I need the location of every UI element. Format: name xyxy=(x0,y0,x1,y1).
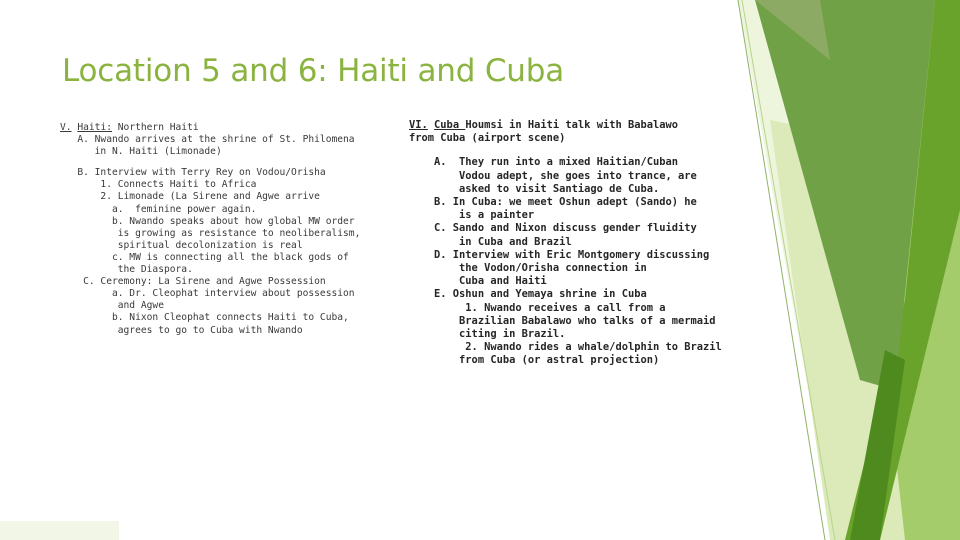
cuba-line: 2. Nwando rides a whale/dolphin to Brazil xyxy=(409,341,722,354)
cuba-line: 1. Nwando receives a call from a xyxy=(409,301,666,314)
haiti-line: C. Ceremony: La Sirene and Agwe Possession xyxy=(60,276,326,288)
haiti-line: b. Nixon Cleophat connects Haiti to Cuba, xyxy=(60,312,349,324)
haiti-line: a. feminine power again. xyxy=(60,203,257,215)
cuba-line: the Vodon/Orisha connection in xyxy=(409,262,647,275)
haiti-line: 2. Limonade (La Sirene and Agwe arrive xyxy=(60,191,320,203)
cuba-line: E. Oshun and Yemaya shrine in Cuba xyxy=(409,288,647,301)
cuba-line: in Cuba and Brazil xyxy=(409,235,572,248)
slide-title: Location 5 and 6: Haiti and Cuba xyxy=(62,53,565,89)
haiti-line: A. Nwando arrives at the shrine of St. Philomena xyxy=(60,134,355,146)
cuba-section xyxy=(409,119,749,368)
cuba-heading xyxy=(409,119,749,132)
cuba-line: D. Interview with Eric Montgomery discussing xyxy=(409,248,710,261)
haiti-line: and Agwe xyxy=(60,300,164,312)
cuba-line: B. In Cuba: we meet Oshun adept (Sando) he xyxy=(409,196,697,209)
haiti-line: b. Nwando speaks about how global MW order xyxy=(60,215,355,227)
cuba-heading-place: Cuba xyxy=(434,119,466,131)
cuba-line: A. They run into a mixed Haitian/Cuban xyxy=(409,156,678,169)
cuba-line: Brazilian Babalawo who talks of a mermaid xyxy=(409,314,716,327)
cuba-line: asked to visit Santiago de Cuba. xyxy=(409,182,660,195)
haiti-line: in N. Haiti (Limonade) xyxy=(60,146,222,158)
haiti-line: c. MW is connecting all the black gods of xyxy=(60,251,349,263)
cuba-line: Cuba and Haiti xyxy=(409,275,547,288)
haiti-heading-place: Haiti: xyxy=(77,122,112,133)
haiti-section xyxy=(60,122,390,337)
haiti-line: 1. Connects Haiti to Africa xyxy=(60,179,257,191)
haiti-line: the Diaspora. xyxy=(60,264,193,276)
haiti-heading-number: V. xyxy=(60,122,72,133)
cuba-line: is a painter xyxy=(409,209,535,222)
footer-decor-box xyxy=(0,521,119,540)
haiti-line: is growing as resistance to neoliberalism, xyxy=(60,227,361,239)
cuba-line: citing in Brazil. xyxy=(409,328,566,341)
cuba-heading-rest: Houmsi in Haiti talk with Babalawo xyxy=(465,119,679,131)
haiti-line: a. Dr. Cleophat interview about possession xyxy=(60,288,355,300)
cuba-line: Vodou adept, she goes into trance, are xyxy=(409,169,697,182)
cuba-heading-number: VI. xyxy=(409,119,428,131)
haiti-heading xyxy=(60,122,390,134)
haiti-line: agrees to go to Cuba with Nwando xyxy=(60,324,303,336)
cuba-heading-line2: from Cuba (airport scene) xyxy=(409,132,566,145)
haiti-line: B. Interview with Terry Rey on Vodou/Orisha xyxy=(60,167,326,179)
haiti-heading-rest: Northern Haiti xyxy=(112,122,199,133)
haiti-line: spiritual decolonization is real xyxy=(60,239,303,251)
cuba-line: C. Sando and Nixon discuss gender fluidity xyxy=(409,222,697,235)
cuba-line: from Cuba (or astral projection) xyxy=(409,354,660,367)
